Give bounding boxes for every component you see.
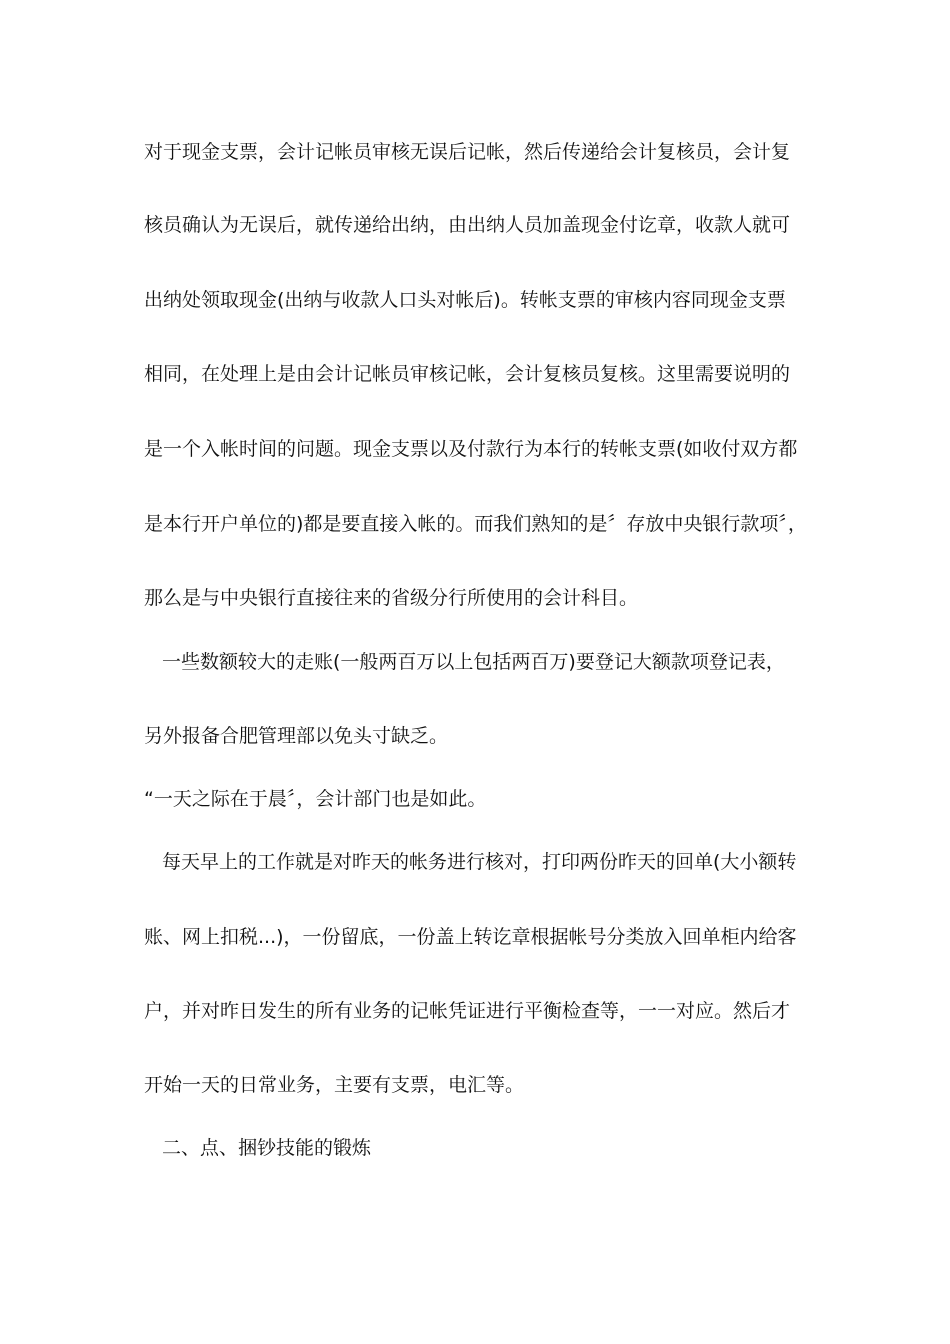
paragraph-line: 那么是与中央银行直接往来的省级分行所使用的会计科目。 — [144, 587, 639, 609]
paragraph-line: 另外报备合肥管理部以免头寸缺乏。 — [144, 725, 449, 747]
paragraph-line: 对于现金支票，会计记帐员审核无误后记帐，然后传递给会计复核员，会计复 — [144, 141, 791, 163]
paragraph-line: 每天早上的工作就是对昨天的帐务进行核对，打印两份昨天的回单(大小额转 — [162, 851, 797, 873]
paragraph-line: 一些数额较大的走账(一般两百万以上包括两百万)要登记大额款项登记表， — [162, 651, 785, 673]
paragraph-line: “一天之际在于晨〞，会计部门也是如此。 — [144, 788, 487, 810]
paragraph-line: 开始一天的日常业务，主要有支票，电汇等。 — [144, 1074, 525, 1096]
paragraph-line: 相同，在处理上是由会计记帐员审核记帐，会计复核员复核。这里需要说明的 — [144, 363, 791, 385]
paragraph-line: 是本行开户单位的)都是要直接入帐的。而我们熟知的是〞存放中央银行款项〞， — [144, 513, 807, 535]
paragraph-line: 核员确认为无误后，就传递给出纳，由出纳人员加盖现金付讫章，收款人就可 — [144, 214, 791, 236]
paragraph-line: 是一个入帐时间的问题。现金支票以及付款行为本行的转帐支票(如收付双方都 — [144, 438, 798, 460]
section-heading: 二、点、捆钞技能的锻炼 — [162, 1137, 372, 1159]
paragraph-line: 账、网上扣税...)，一份留底，一份盖上转讫章根据帐号分类放入回单柜内给客 — [144, 926, 797, 948]
paragraph-line: 户，并对昨日发生的所有业务的记帐凭证进行平衡检查等，一一对应。然后才 — [144, 1000, 791, 1022]
paragraph-line: 出纳处领取现金(出纳与收款人口头对帐后)。转帐支票的审核内容同现金支票 — [144, 289, 786, 311]
